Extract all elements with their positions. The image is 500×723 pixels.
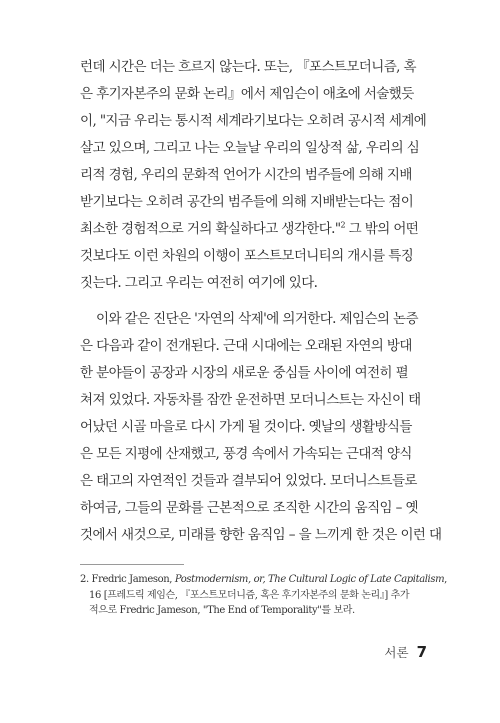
paragraph-gap bbox=[80, 297, 425, 306]
text-line-part: 최소한 경험적으로 거의 확실하다고 생각한다." bbox=[80, 221, 341, 237]
footnote-book-title: Postmodernism, or, The Cultural Logic of Late Capitalism bbox=[174, 574, 445, 585]
text-line: 어났던 시골 마을로 다시 가게 될 것이다. 옛날의 생활방식들 bbox=[80, 419, 412, 435]
footnote-punct: , bbox=[444, 574, 447, 585]
footnote-line bbox=[80, 572, 447, 588]
text-line: 이, "지금 우리는 통시적 세계라기보다는 오히려 공시적 세계에 bbox=[80, 113, 427, 129]
footnote bbox=[80, 572, 447, 619]
text-line: 이와 같은 진단은 '자연의 삭제'에 의거한다. 제임슨의 논증 bbox=[96, 311, 418, 327]
page-number: 7 bbox=[416, 643, 427, 661]
text-line: 받기보다는 오히려 공간의 범주들에 의해 지배받는다는 점이 bbox=[80, 194, 414, 210]
footnote-divider bbox=[80, 564, 184, 565]
text-line: 은 모든 지평에 산재했고, 풍경 속에서 가속되는 근대적 양식 bbox=[80, 446, 412, 462]
footnote-author: Fredric Jameson, bbox=[91, 574, 175, 585]
text-line: 짓는다. 그리고 우리는 여전히 여기에 있다. bbox=[80, 275, 318, 291]
section-title: 서론 bbox=[384, 645, 409, 660]
text-line-part: 그 밖의 어떤 bbox=[344, 221, 419, 237]
footnote-number: 2. bbox=[80, 574, 89, 585]
footnote-line: 16 [프레드릭 제임슨, 『포스트모더니즘, 혹은 후기자본주의 문화 논리』] 추가 bbox=[89, 589, 410, 601]
text-line: 것에서 새것으로, 미래를 향한 움직임 – 을 느끼게 한 것은 이런 대 bbox=[80, 527, 442, 543]
text-line: 은 후기자본주의 문화 논리』에서 제임슨이 애초에 서술했듯 bbox=[80, 86, 414, 102]
page-footer bbox=[384, 643, 427, 661]
text-line: 한 분야들이 공장과 시장의 새로운 중심들 사이에 여전히 펼 bbox=[80, 365, 409, 381]
main-text bbox=[80, 54, 442, 549]
text-line: 은 태고의 자연적인 것들과 결부되어 있었다. 모더니스트들로 bbox=[80, 473, 417, 489]
text-line: 쳐져 있었다. 자동차를 잠깐 운전하면 모더니스트는 자신이 태 bbox=[80, 392, 421, 408]
footnote-line: 적으로 Fredric Jameson, "The End of Temporality"를 보라. bbox=[89, 605, 355, 616]
text-line bbox=[80, 216, 425, 243]
text-line: 런데 시간은 더는 흐르지 않는다. 또는, 『포스트모더니즘, 혹 bbox=[80, 59, 416, 75]
text-line: 하여금, 그들의 문화를 근본적으로 조직한 시간의 움직임 – 옛 bbox=[80, 500, 418, 516]
text-line: 리적 경험, 우리의 문화적 언어가 시간의 범주들에 의해 지배 bbox=[80, 167, 412, 183]
text-line: 은 다음과 같이 전개된다. 근대 시대에는 오래된 자연의 방대 bbox=[80, 338, 412, 354]
footnote-marker: 2 bbox=[340, 220, 345, 230]
text-line: 살고 있으며, 그리고 나는 오늘날 우리의 일상적 삶, 우리의 심 bbox=[80, 140, 420, 156]
text-line: 것보다도 이런 차원의 이행이 포스트모더니티의 개시를 특징 bbox=[80, 248, 414, 264]
